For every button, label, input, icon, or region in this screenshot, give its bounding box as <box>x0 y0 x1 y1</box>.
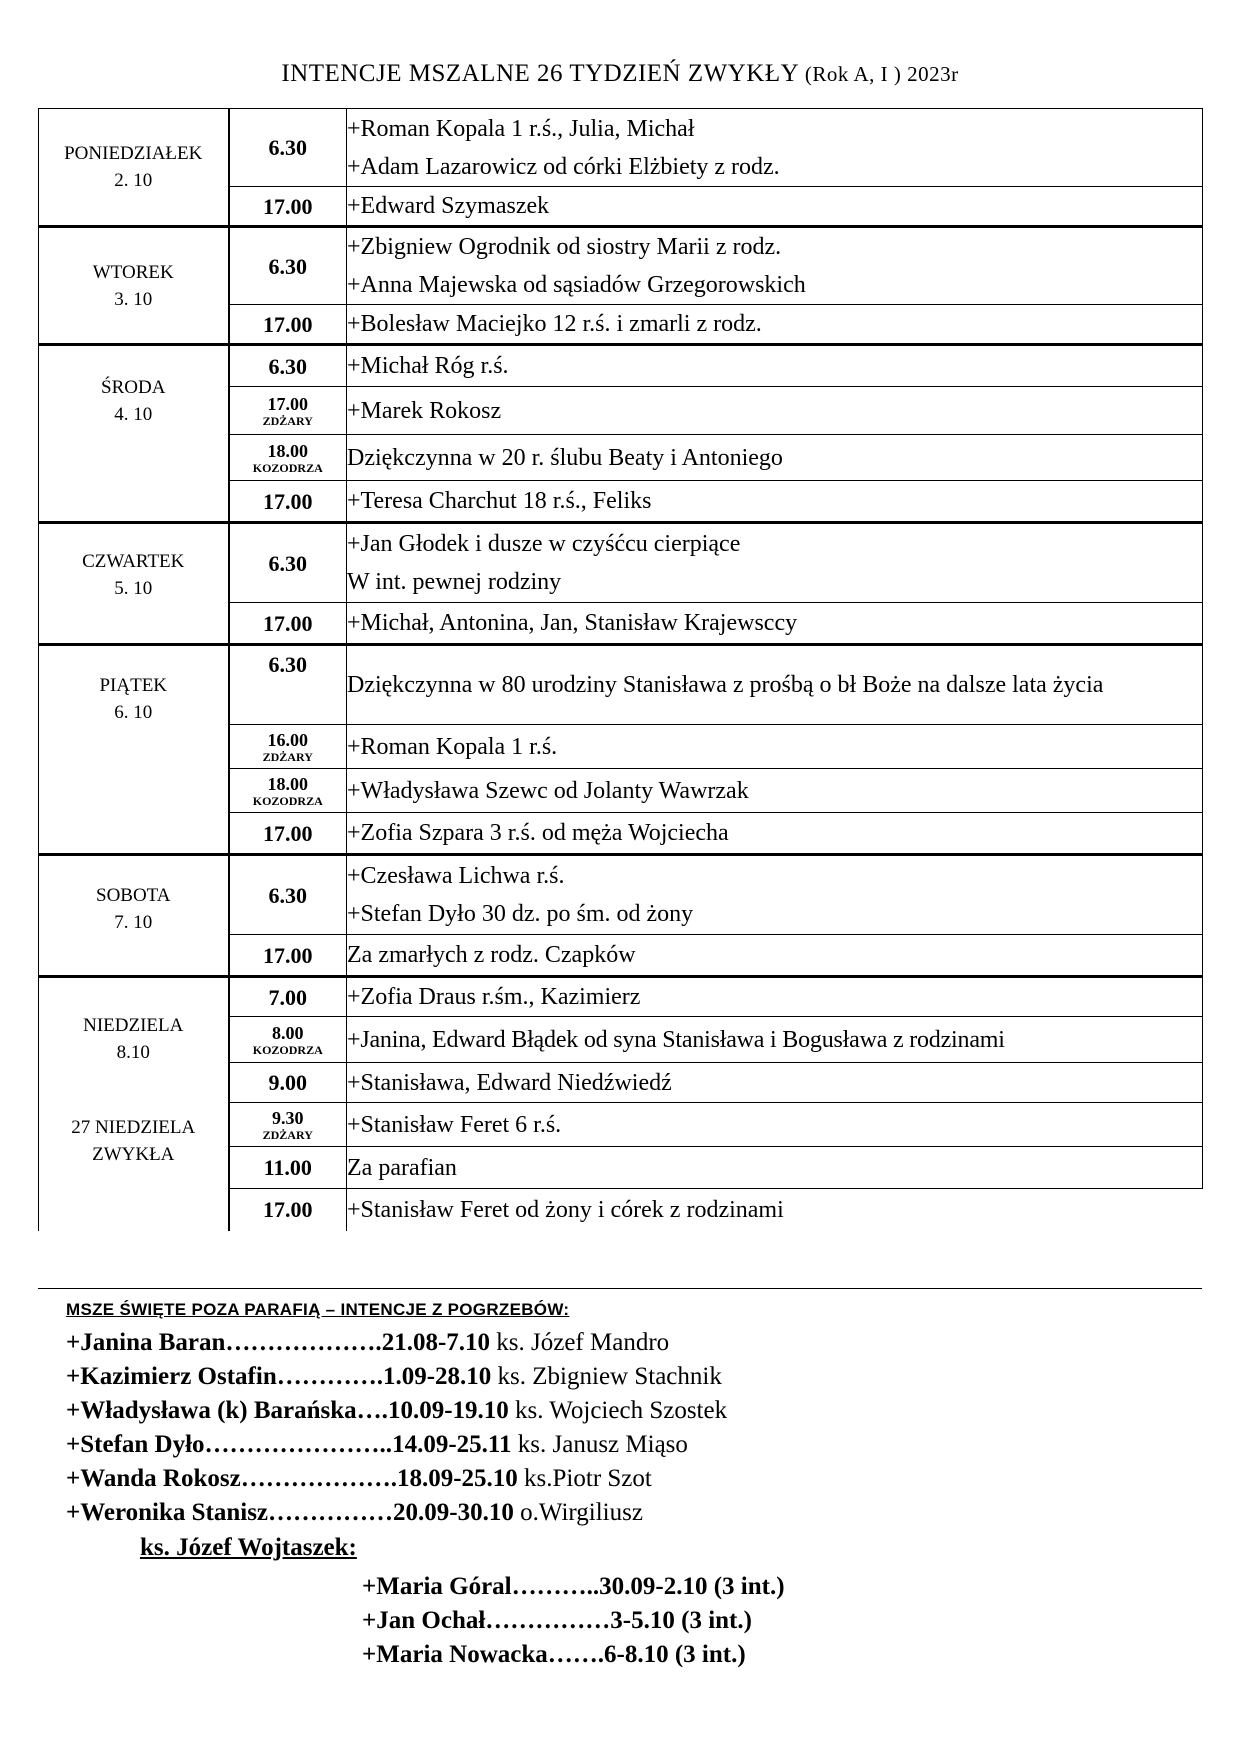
intention-cell: +Zofia Szpara 3 r.ś. od męża Wojciecha <box>347 813 1203 855</box>
mass-time: 17.00 <box>229 481 347 523</box>
list-item: +Kazimierz Ostafin………….1.09-28.10 ks. Zbigniew Stachnik <box>66 1363 722 1390</box>
intention-cell: +Władysława Szewc od Jolanty Wawrzak <box>347 769 1203 813</box>
intention-cell: +Marek Rokosz <box>347 387 1203 435</box>
day-date: 5. 10 <box>114 578 153 599</box>
day-date: 7. 10 <box>114 912 153 933</box>
intention-cell: Dziękczynna w 80 urodziny Stanisława z prośbą o bł Boże na dalsze lata życia <box>347 645 1203 725</box>
list-item: +Jan Ochał……………3-5.10 (3 int.) <box>362 1607 752 1634</box>
list-item: +Władysława (k) Barańska….10.09-19.10 ks. Wojciech Szostek <box>66 1397 728 1424</box>
day-name: CZWARTEK <box>82 551 185 572</box>
intention-cell: +Michał, Antonina, Jan, Stanisław Krajewsccy <box>347 603 1203 645</box>
intention-cell: +Zofia Draus r.śm., Kazimierz <box>347 977 1203 1017</box>
mass-time: 16.00 ZDŻARY <box>229 725 347 769</box>
day-date: 6. 10 <box>114 702 153 723</box>
mass-time: 17.00 <box>229 187 347 227</box>
day-name: PIĄTEK <box>99 675 168 696</box>
table-row <box>39 523 1203 603</box>
list-item: +Maria Góral………..30.09-2.10 (3 int.) <box>362 1573 785 1600</box>
mass-time: 7.00 <box>229 977 347 1017</box>
mass-place: ZDŻARY <box>262 1127 313 1142</box>
intention-cell: Dziękczynna w 20 r. ślubu Beaty i Antoniego <box>347 435 1203 481</box>
day-date: 3. 10 <box>114 288 153 310</box>
mass-time: 17.00 <box>229 935 347 977</box>
list-item: +Stefan Dyło…………………..14.09-25.11 ks. Janusz Miąso <box>66 1431 688 1458</box>
table-row <box>39 855 1203 935</box>
day-cell-tuesday <box>39 227 229 345</box>
intention-cell: +Bolesław Maciejko 12 r.ś. i zmarli z rodz. <box>347 305 1203 345</box>
intention-cell: +Teresa Charchut 18 r.ś., Feliks <box>347 481 1203 523</box>
table-bottom-rule <box>38 1288 1202 1289</box>
mass-time: 17.00 <box>229 1189 347 1231</box>
intention-line: +Zbigniew Ogrodnik od siostry Marii z rodz. <box>347 234 782 260</box>
priest-heading: ks. Józef Wojtaszek: <box>140 1534 357 1561</box>
intention-cell <box>347 523 1203 603</box>
day-cell-friday <box>39 645 229 855</box>
title-year: (Rok A, I ) 2023r <box>799 62 959 86</box>
mass-time: 17.00 <box>229 305 347 345</box>
day-name: NIEDZIELA <box>83 1015 184 1036</box>
day-cell-saturday <box>39 855 229 977</box>
intention-cell <box>347 855 1203 935</box>
intention-cell: +Janina, Edward Błądek od syna Stanisława i Bogusława z rodzinami <box>347 1017 1203 1063</box>
intention-cell <box>347 109 1203 187</box>
day-date: 2. 10 <box>114 170 153 191</box>
intention-cell: +Stanisław Feret od żony i córek z rodzinami <box>347 1196 784 1223</box>
table-row <box>39 345 1203 387</box>
mass-time: 18.00 KOZODRZA <box>229 435 347 481</box>
page-title <box>0 60 1240 88</box>
intention-line: +Stefan Dyło 30 dz. po śm. od żony <box>347 901 694 927</box>
mass-place: ZDŻARY <box>262 413 313 428</box>
section-heading: MSZE ŚWIĘTE POZA PARAFIĄ – INTENCJE Z POGRZEBÓW: <box>66 1300 570 1319</box>
list-item: +Maria Nowacka…….6-8.10 (3 int.) <box>362 1641 746 1668</box>
mass-intentions-table <box>38 108 1203 1231</box>
day-name: PONIEDZIAŁEK <box>64 143 203 164</box>
intention-cell: Za zmarłych z rodz. Czapków <box>347 935 1203 977</box>
sunday-name-cont: ZWYKŁA <box>92 1144 175 1165</box>
intention-cell: +Stanisław Feret 6 r.ś. <box>347 1103 1203 1147</box>
intention-line: W int. pewnej rodziny <box>347 569 562 595</box>
intention-cell <box>347 227 1203 305</box>
day-date: 4. 10 <box>114 404 153 425</box>
intention-line: +Roman Kopala 1 r.ś., Julia, Michał <box>347 115 695 142</box>
day-name: WTOREK <box>92 261 174 283</box>
mass-place: KOZODRZA <box>252 793 323 808</box>
mass-time: 6.30 <box>229 227 347 305</box>
day-name: ŚRODA <box>101 377 166 398</box>
list-item: +Janina Baran……………….21.08-7.10 ks. Józef Mandro <box>66 1329 670 1356</box>
intention-cell: +Edward Szymaszek <box>347 187 1203 227</box>
intention-line: +Jan Głodek i dusze w czyśćcu cierpiące <box>347 531 741 557</box>
table-row <box>39 977 1203 1017</box>
table-row <box>39 109 1203 187</box>
table-row <box>39 645 1203 725</box>
day-name: SOBOTA <box>96 885 171 906</box>
mass-place: KOZODRZA <box>252 460 323 475</box>
day-date: 8.10 <box>116 1042 150 1063</box>
list-item: +Weronika Stanisz……………20.09-30.10 o.Wirgiliusz <box>66 1499 643 1526</box>
intention-cell: +Roman Kopala 1 r.ś. <box>347 725 1203 769</box>
mass-time: 18.00 KOZODRZA <box>229 769 347 813</box>
table-row <box>39 227 1203 305</box>
mass-time: 6.30 <box>229 855 347 935</box>
mass-time: 9.00 <box>229 1063 347 1103</box>
day-cell-thursday <box>39 523 229 645</box>
mass-place: KOZODRZA <box>252 1042 323 1057</box>
intention-cell: Za parafian <box>347 1147 1203 1189</box>
day-cell-monday <box>39 109 229 227</box>
sunday-name: 27 NIEDZIELA <box>71 1117 196 1138</box>
mass-time: 6.30 <box>229 645 347 725</box>
mass-time: 8.00 KOZODRZA <box>229 1017 347 1063</box>
day-cell-sunday <box>39 977 229 1231</box>
priest-intentions-list <box>362 1570 785 1672</box>
mass-time: 11.00 <box>229 1147 347 1189</box>
intention-line: +Anna Majewska od sąsiadów Grzegorowskich <box>347 272 806 298</box>
title-main: INTENCJE MSZALNE 26 TYDZIEŃ ZWYKŁY <box>281 60 800 87</box>
intention-line: +Adam Lazarowicz od córki Elżbiety z rodz. <box>347 153 780 180</box>
mass-time: 17.00 ZDŻARY <box>229 387 347 435</box>
mass-time: 17.00 <box>229 813 347 855</box>
mass-place: ZDŻARY <box>262 749 313 764</box>
mass-time: 6.30 <box>229 345 347 387</box>
mass-time: 6.30 <box>229 109 347 187</box>
intention-line: +Czesława Lichwa r.ś. <box>347 863 565 889</box>
intention-cell: +Stanisława, Edward Niedźwiedź <box>347 1063 1203 1103</box>
list-item: +Wanda Rokosz……………….18.09-25.10 ks.Piotr Szot <box>66 1465 652 1492</box>
mass-time: 6.30 <box>229 523 347 603</box>
mass-time: 17.00 <box>229 603 347 645</box>
intention-cell: +Michał Róg r.ś. <box>347 345 1203 387</box>
day-cell-wednesday <box>39 345 229 523</box>
mass-time: 9.30 ZDŻARY <box>229 1103 347 1147</box>
outside-parish-section <box>66 1300 1166 1530</box>
